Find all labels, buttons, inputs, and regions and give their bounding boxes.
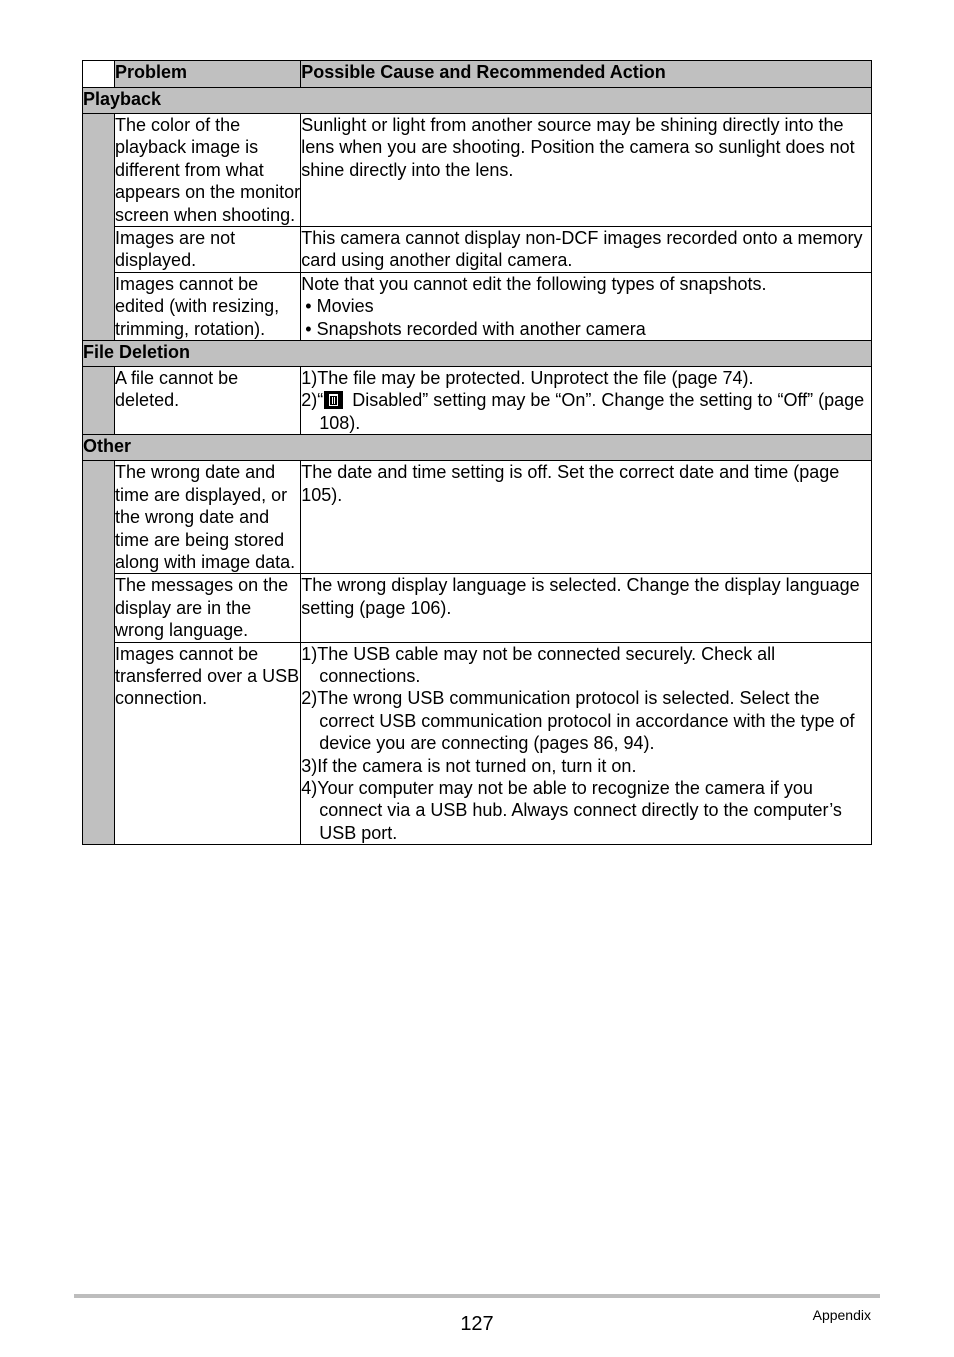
- item-suffix: Disabled” setting may be “On”. Change the setting to “Off” (page 108).: [319, 390, 865, 433]
- action-cell: Sunlight or light from another source may be shining directly into the lens when you are shooting. Position the camera so sunlight does not shine directly into the lens.: [301, 114, 872, 227]
- problem-cell: Images cannot be edited (with resizing, trimming, rotation).: [115, 272, 301, 340]
- numbered-item: 1)The file may be protected. Unprotect the file (page 74).: [301, 368, 754, 389]
- header-problem: Problem: [115, 61, 301, 88]
- numbered-item: 4)Your computer may not be able to recognize the camera if you connect via a USB hub. Always connect directly to the computer’s USB port.: [301, 777, 842, 843]
- footer-section-label: Appendix: [812, 1307, 871, 1323]
- item-prefix: 2)“: [301, 390, 324, 411]
- section-side-bar: [83, 367, 115, 435]
- page-number: 127: [460, 1313, 494, 1335]
- problem-cell: Images are not displayed.: [115, 227, 301, 273]
- trash-icon: [324, 391, 343, 409]
- footer-rule: [74, 1294, 880, 1298]
- table-row: [83, 227, 872, 273]
- table-row: [83, 574, 872, 642]
- bullet-item: • Snapshots recorded with another camera: [305, 318, 646, 339]
- action-intro: Note that you cannot edit the following types of snapshots.: [301, 273, 767, 294]
- problem-cell: A file cannot be deleted.: [115, 367, 301, 435]
- header-action: Possible Cause and Recommended Action: [301, 61, 872, 88]
- section-row-file-deletion: [83, 341, 872, 367]
- numbered-item: 1)The USB cable may not be connected securely. Check all connections.: [301, 643, 776, 686]
- section-side-bar: [83, 114, 115, 341]
- action-cell: This camera cannot display non-DCF images recorded onto a memory card using another digital camera.: [301, 227, 872, 273]
- problem-cell: The messages on the display are in the wrong language.: [115, 574, 301, 642]
- section-row-other: [83, 435, 872, 461]
- problem-cell: The wrong date and time are displayed, or the wrong date and time are being stored along with image data.: [115, 461, 301, 574]
- table-header-row: [83, 61, 872, 88]
- section-side-bar: [83, 461, 115, 845]
- action-cell: The wrong display language is selected. Change the display language setting (page 106).: [301, 574, 872, 642]
- table-row: [83, 114, 872, 227]
- problem-cell: Images cannot be transferred over a USB connection.: [115, 642, 301, 845]
- problem-cell: The color of the playback image is different from what appears on the monitor screen when shooting.: [115, 115, 301, 225]
- table-row: [83, 461, 872, 574]
- troubleshooting-table: [82, 60, 872, 845]
- header-blank-cell: [83, 61, 115, 88]
- section-title: File Deletion: [83, 341, 872, 367]
- numbered-item: [301, 389, 871, 434]
- table-row: [83, 642, 872, 845]
- table-row: [83, 367, 872, 435]
- action-cell: [301, 272, 872, 340]
- bullet-item: • Movies: [305, 296, 374, 317]
- action-cell: [301, 367, 872, 435]
- section-title: Other: [83, 435, 872, 461]
- section-row-playback: [83, 88, 872, 114]
- section-title: Playback: [83, 88, 872, 114]
- numbered-item: 3)If the camera is not turned on, turn it on.: [301, 755, 637, 776]
- table-row: [83, 272, 872, 340]
- numbered-item: 2)The wrong USB communication protocol is selected. Select the correct USB communication protocol in accordance with the type of device you are connecting (pages 86, 94).: [301, 688, 855, 754]
- action-cell: [301, 642, 872, 845]
- action-cell: The date and time setting is off. Set the correct date and time (page 105).: [301, 461, 872, 574]
